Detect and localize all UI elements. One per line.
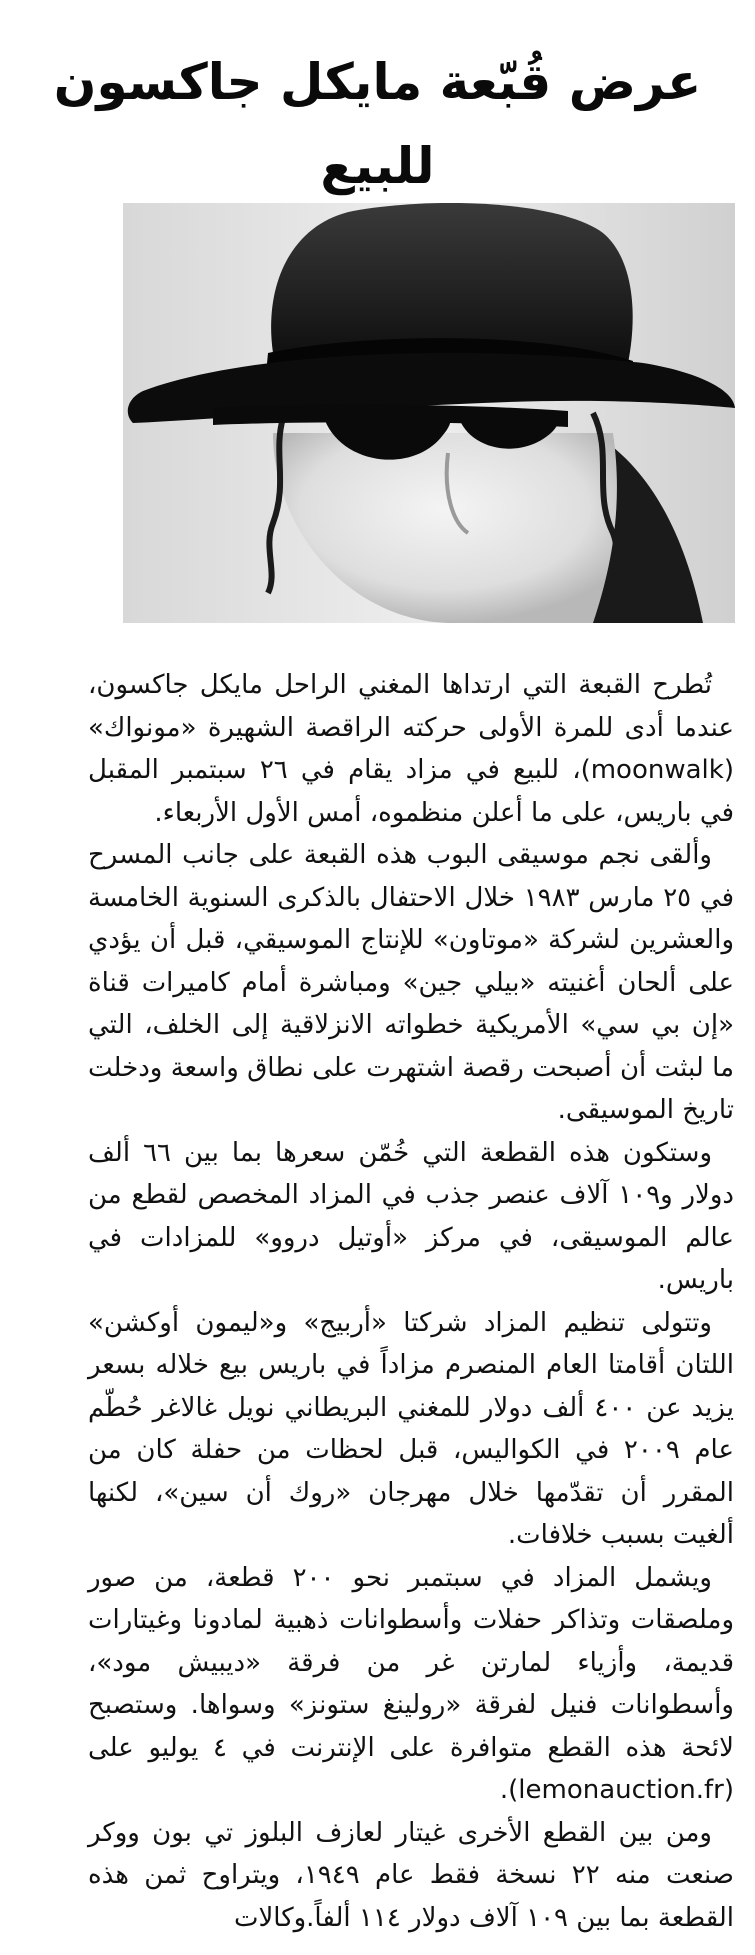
article-body xyxy=(88,664,734,1939)
article-photo xyxy=(123,203,735,623)
paragraph-3: وستكون هذه القطعة التي خُمّن سعرها بما بين ٦٦ ألف دولار و١٠٩ آلاف عنصر جذب في المزاد المخصص لقطع من عالم الموسيقى، في مركز «أوتيل دروو» للمزادات في باريس. xyxy=(88,1137,735,1295)
paragraph-5: ويشمل المزاد في سبتمبر نحو ٢٠٠ قطعة، من صور وملصقات وتذاكر حفلات وأسطوانات ذهبية لمادونا وغيتارات قديمة، وأزياء لمارتن غر من فرقة «ديبيش مود»، وأسطوانات فنيل لفرقة «رولينغ ستونز» وسواها. وستصبح لائحة هذه القطع متوافرة على الإنترنت في ٤ يوليو على (lemonauction.fr). xyxy=(88,1562,734,1805)
paragraph-2: وألقى نجم موسيقى البوب هذه القبعة على جانب المسرح في ٢٥ مارس ١٩٨٣ خلال الاحتفال بالذكرى السنوية الخامسة والعشرين لشركة «موتاون» للإنتاج الموسيقي، قبل أن يؤدي على ألحان أغنيته «بيلي جين» ومباشرة أمام كاميرات قناة «إن بي سي» الأمريكية خطواته الانزلاقية إلى الخلف، التي ما لبثت أن أصبحت رقصة اشتهرت على نطاق واسعة ودخلت تاريخ الموسيقى. xyxy=(88,840,734,1125)
paragraph-6: ومن بين القطع الأخرى غيتار لعازف البلوز تي بون ووكر صنعت منه ٢٢ نسخة فقط عام ١٩٤٩، ويتراوح ثمن هذه القطعة بما بين ١٠٩ آلاف دولار ١١٤ ألفاً.وكالات xyxy=(88,1817,734,1933)
paragraph-1: تُطرح القبعة التي ارتداها المغني الراحل مايكل جاكسون، عندما أدى للمرة الأولى حركته الراقصة الشهيرة «مونواك» (moonwalk)، للبيع في مزاد يقام في ٢٦ سبتمبر المقبل في باريس، على ما أعلن منظموه، أمس الأول الأربعاء. xyxy=(88,670,734,828)
paragraph-4: وتتولى تنظيم المزاد شركتا «أربيج» و«ليمون أوكشن» اللتان أقامتا العام المنصرم مزاداً في باريس بيع خلاله بسعر يزيد عن ٤٠٠ ألف دولار للمغني البريطاني نويل غالاغر حُطّم عام ٢٠٠٩ في الكواليس، قبل لحظات من حفلة كان من المقرر أن تقدّمها خلال مهرجان «روك أن سين»، لكنها ألغيت بسبب خلافات. xyxy=(88,1307,734,1550)
headline-line-1: عرض قُبّعة مايكل جاكسون للبيع xyxy=(53,53,702,195)
